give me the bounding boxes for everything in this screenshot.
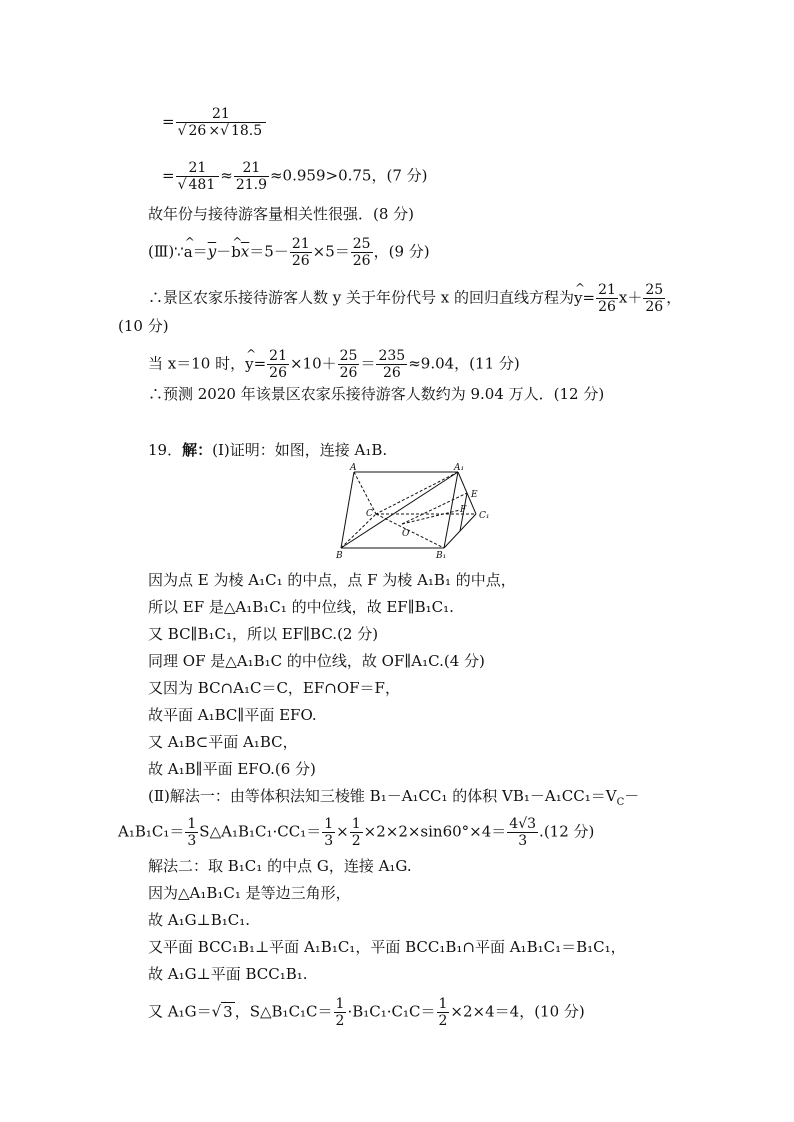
- r-step2: [162, 160, 427, 193]
- text-line: 又平面 BCC₁B₁⊥平面 A₁B₁C₁，平面 BCC₁B₁∩平面 A₁B₁C₁＝B₁C₁，: [148, 938, 626, 956]
- fraction: [176, 106, 267, 139]
- sqrt-value: 26: [188, 123, 207, 139]
- fraction: [290, 236, 312, 269]
- edge-A1-B1: [444, 472, 458, 548]
- equals-sign: ＝: [192, 242, 208, 261]
- regression-equation-line: [148, 282, 681, 315]
- label-B1: B₁: [436, 551, 447, 561]
- numerator: 25: [645, 282, 664, 298]
- question-19-header: [148, 440, 387, 460]
- denominator: 26: [352, 253, 371, 269]
- numerator: 4√3: [509, 816, 537, 832]
- label-A: A: [350, 463, 357, 473]
- denominator: √ 26 ×√ 18.5: [177, 123, 263, 139]
- label-B: B: [336, 551, 343, 561]
- regression-coef-line: [148, 236, 430, 269]
- text: .(12 分): [539, 822, 595, 841]
- text: 当 x＝10 时，: [148, 354, 246, 373]
- text: ，S△B₁C₁C＝: [234, 1002, 333, 1021]
- text: ×10＋: [289, 354, 337, 373]
- result-text: ≈0.959>0.75，(7 分): [269, 166, 428, 185]
- sqrt-value: 3: [223, 1002, 233, 1021]
- edge-A1-B: [341, 472, 458, 548]
- b-hat: ^ b: [231, 242, 241, 262]
- text: ×2×2×sin60°×4＝: [363, 822, 507, 841]
- times-sign: ×: [336, 822, 349, 841]
- edge-C-B1: [376, 514, 444, 548]
- volume-calc-line: [118, 816, 594, 849]
- denominator: 2: [438, 1013, 448, 1029]
- denominator: 26: [598, 299, 616, 315]
- numerator: 235: [378, 348, 406, 364]
- text: x＋: [618, 288, 643, 307]
- label-F: F: [460, 505, 467, 515]
- equals-sign: ＝: [360, 354, 376, 373]
- fraction: [596, 282, 618, 315]
- numerator: 1: [324, 816, 334, 832]
- numerator: 25: [352, 236, 371, 252]
- fraction: [322, 816, 335, 849]
- numerator: 1: [351, 816, 361, 832]
- label-C1: C₁: [479, 511, 490, 521]
- text-line: 又 A₁B⊂平面 A₁BC，: [148, 733, 298, 751]
- text-line: 因为点 E 为棱 A₁C₁ 的中点，点 F 为棱 A₁B₁ 的中点，: [148, 571, 516, 589]
- denominator: 26: [382, 365, 401, 381]
- fraction: [334, 996, 347, 1029]
- numerator: 1: [438, 996, 448, 1012]
- sqrt-value: 481: [188, 177, 216, 193]
- subscript: C: [616, 797, 625, 808]
- text: (Ⅱ)解法一：由等体积法知三棱锥 B₁－A₁CC₁ 的体积 VB₁－A₁CC₁＝V: [148, 787, 617, 805]
- denominator: 26: [269, 365, 287, 381]
- text: ·B₁C₁·C₁C＝: [347, 1002, 436, 1021]
- denominator: 2: [351, 833, 361, 849]
- text: ，(9 分): [373, 242, 430, 261]
- equals-sign: =: [162, 112, 175, 131]
- text-line: 故 A₁G⊥平面 BCC₁B₁.: [148, 965, 308, 983]
- text: －: [624, 787, 640, 805]
- fraction: [267, 348, 289, 381]
- approx-sign: ≈: [220, 166, 233, 185]
- numerator: 21: [176, 106, 267, 123]
- text-line: 因为△A₁B₁C₁ 是等边三角形，: [148, 884, 351, 902]
- y-bar: $\overline{y}$: [207, 242, 217, 261]
- text-line: 所以 EF 是△A₁B₁C₁ 的中位线，故 EF∥B₁C₁.: [148, 598, 454, 616]
- text: A₁B₁C₁＝: [118, 822, 185, 841]
- prediction-line: [148, 348, 520, 381]
- denominator: 3: [187, 833, 197, 849]
- label-E: E: [471, 490, 478, 500]
- fraction: [338, 348, 360, 381]
- numerator: 21: [176, 160, 220, 177]
- minus-sign: －: [216, 242, 232, 261]
- text-line: (10 分): [118, 317, 169, 335]
- text: 又 A₁G＝: [148, 1002, 212, 1021]
- x-bar: $\overline{x}$: [240, 242, 250, 261]
- numerator: 25: [339, 348, 358, 364]
- text: ×5＝: [312, 242, 350, 261]
- denominator: 21.9: [235, 177, 267, 193]
- label-C: C: [366, 509, 373, 519]
- y-hat: ^ y: [245, 354, 253, 374]
- y-hat: ^ y: [574, 288, 582, 308]
- edge-A-C: [354, 472, 376, 514]
- text: ∴景区农家乐接待游客人数 y 关于年份代号 x 的回归直线方程为: [148, 288, 575, 307]
- fraction: [350, 816, 363, 849]
- label-A1: A₁: [454, 463, 465, 473]
- prefix: (Ⅲ)∵: [148, 242, 184, 261]
- times-sign: ×: [208, 123, 221, 139]
- denominator: 3: [518, 833, 528, 849]
- fraction: [376, 348, 407, 381]
- a-hat: ^ a: [184, 242, 193, 262]
- text: S△A₁B₁C₁·CC₁＝: [199, 822, 322, 841]
- text: ＝5－: [249, 242, 289, 261]
- text: ，: [666, 288, 682, 307]
- equals-sign: =: [582, 288, 596, 307]
- text-line: 故平面 A₁BC∥平面 EFO.: [148, 706, 317, 724]
- edge-O-F: [402, 510, 460, 524]
- denominator: 26: [645, 299, 664, 315]
- fraction: [185, 816, 198, 849]
- edge-O-E: [402, 493, 467, 524]
- text-line: 又 BC∥B₁C₁，所以 EF∥BC.(2 分): [148, 625, 379, 643]
- fraction: [351, 236, 373, 269]
- denominator: 3: [324, 833, 334, 849]
- denominator: 2: [335, 1013, 345, 1029]
- numerator: 21: [291, 236, 310, 252]
- text-line: 故年份与接待游客量相关性很强．(8 分): [148, 205, 415, 223]
- fraction: [234, 160, 269, 193]
- equals-sign: =: [253, 354, 267, 373]
- denominator: 26: [291, 253, 310, 269]
- fraction: [176, 160, 220, 193]
- text-line: 解法二：取 B₁C₁ 的中点 G，连接 A₁G.: [148, 857, 412, 875]
- numerator: 21: [269, 348, 287, 364]
- numerator: 1: [187, 816, 197, 832]
- fraction: [507, 816, 538, 849]
- text-line: 又因为 BC∩A₁C＝C，EF∩OF＝F，: [148, 679, 400, 697]
- fraction: [437, 996, 450, 1029]
- solution-label: 解：: [182, 441, 213, 459]
- text-line: 故 A₁B∥平面 EFO.(6 分): [148, 760, 316, 778]
- r-step1: [162, 106, 267, 139]
- text-line: ∴预测 2020 年该景区农家乐接待游客人数约为 9.04 万人．(12 分): [148, 385, 605, 403]
- denominator: √ 481: [177, 177, 216, 193]
- numerator: 21: [598, 282, 616, 298]
- question-number: 19．: [148, 441, 183, 459]
- numerator: 21: [234, 160, 269, 177]
- text: ×2×4＝4，(10 分): [450, 1002, 585, 1021]
- method-one-line: [148, 786, 639, 813]
- numerator: 1: [335, 996, 345, 1012]
- equals-sign: =: [162, 166, 175, 185]
- denominator: 26: [339, 365, 358, 381]
- area-calc-line: 又 A₁G＝√ 3 ，S△B₁C₁C＝ $\frac{1}{2}$ ·B₁C₁·C₁C＝ $\frac{1}{2}$ ×2×4＝4，(10 分): [148, 996, 585, 1029]
- label-O: O: [402, 529, 410, 539]
- fraction: [643, 282, 665, 315]
- prism-figure: [336, 462, 496, 562]
- edge-A1-C: [376, 472, 458, 514]
- text: ≈9.04，(11 分): [408, 354, 520, 373]
- text-line: 同理 OF 是△A₁B₁C 的中位线，故 OF∥A₁C.(4 分): [148, 652, 485, 670]
- sqrt-value: 18.5: [230, 123, 263, 139]
- text-line: 故 A₁G⊥B₁C₁.: [148, 911, 250, 929]
- text: (Ⅰ)证明：如图，连接 A₁B.: [212, 441, 388, 459]
